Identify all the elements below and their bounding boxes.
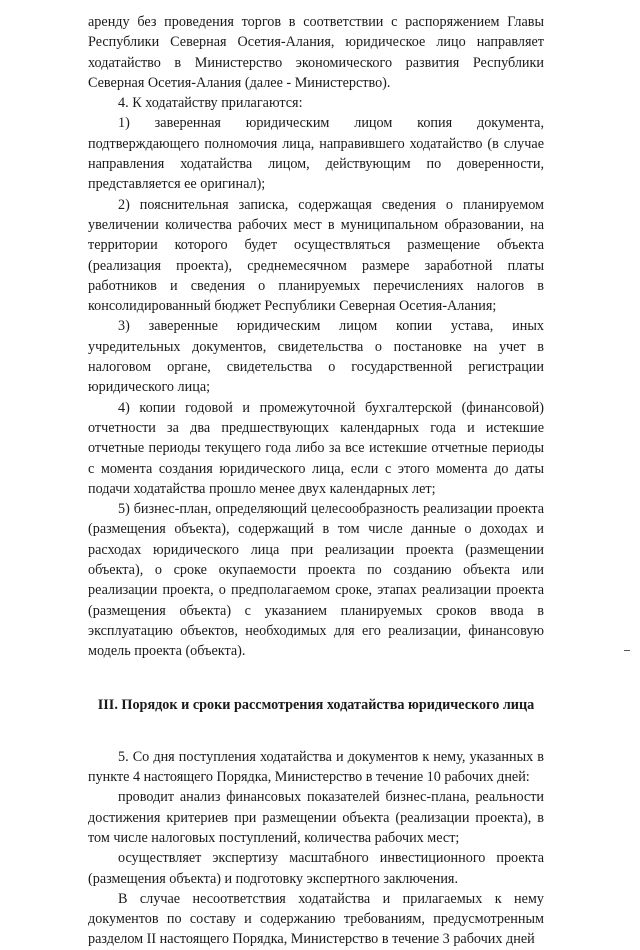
paragraph-item-4-5: 5) бизнес-план, определяющий целесообразность реализации проекта (размещения объекта), содержащий в том числе данные о доходах и расходах юридического лица при реализации проекта (размещении объекта), о сроке окупаемости проекта по созданию объекта или реализации проекта, о предполагаемом сроке, этапах реализации проекта (размещения объекта) с указанием планируемых сроков ввода в эксплуатацию объектов, необходимых для его реализации, финансовую модель проекта (объекта).: [88, 501, 544, 660]
paragraph-item-4-1: 1) заверенная юридическим лицом копия документа, подтверждающего полномочия лица, направившего ходатайство (в случае направления ходатайства лицом, действующим по доверенности, представляется ее оригинал);: [88, 115, 544, 193]
document-body-top: [88, 12, 544, 662]
paragraph-item-4: 4. К ходатайству прилагаются:: [118, 95, 303, 112]
paragraph-item-4-4: 4) копии годовой и промежуточной бухгалтерской (финансовой) отчетности за два предшествующих календарных года и истекшие отчетные периоды текущего года либо за все истекшие отчетные периоды с момента создания юридического лица, если с этого момента до даты подачи ходатайства прошло менее двух календарных лет;: [88, 399, 544, 497]
paragraph-item-5-a: проводит анализ финансовых показателей бизнес-плана, реальности достижения критериев при размещении объекта (реализации проекта), в том числе налоговых поступлений, количества рабочих мест;: [88, 789, 544, 846]
document-body-bottom: [88, 747, 544, 950]
paragraph-item-4-2: 2) пояснительная записка, содержащая сведения о планируемом увеличении количества рабочих мест в муниципальном образовании, на территории которого будет осуществляться размещение объекта (реализация проекта), среднемесячном размере заработной платы работников и сведения о планируемых перечислениях налогов в консолидированный бюджет Республики Северная Осетия-Алания;: [88, 196, 544, 315]
margin-mark: [624, 650, 630, 651]
paragraph-item-4-3: 3) заверенные юридическим лицом копии устава, иных учредительных документов, свидетельства о постановке на учет в налоговом органе, свидетельства о государственной регистрации юридического лица;: [88, 318, 544, 396]
paragraph-item-5: 5. Со дня поступления ходатайства и документов к нему, указанных в пункте 4 настоящего Порядка, Министерство в течение 10 рабочих дней:: [88, 748, 544, 786]
document-page: [88, 12, 544, 950]
section-heading: III. Порядок и сроки рассмотрения ходатайства юридического лица: [97, 696, 535, 713]
paragraph-item-5-b: осуществляет экспертизу масштабного инвестиционного проекта (размещения объекта) и подготовку экспертного заключения.: [88, 850, 544, 887]
paragraph-intro: аренду без проведения торгов в соответствии с распоряжением Главы Республики Северная Осетия-Алания, юридическое лицо направляет ходатайство в Министерство экономического развития Республики Северная Осетия-Алания (далее - Министерство).: [88, 14, 544, 91]
paragraph-item-5-c: В случае несоответствия ходатайства и прилагаемых к нему документов по составу и содержанию требованиям, предусмотренным разделом II настоящего Порядка, Министерство в течение 3 рабочих дней: [88, 890, 544, 948]
